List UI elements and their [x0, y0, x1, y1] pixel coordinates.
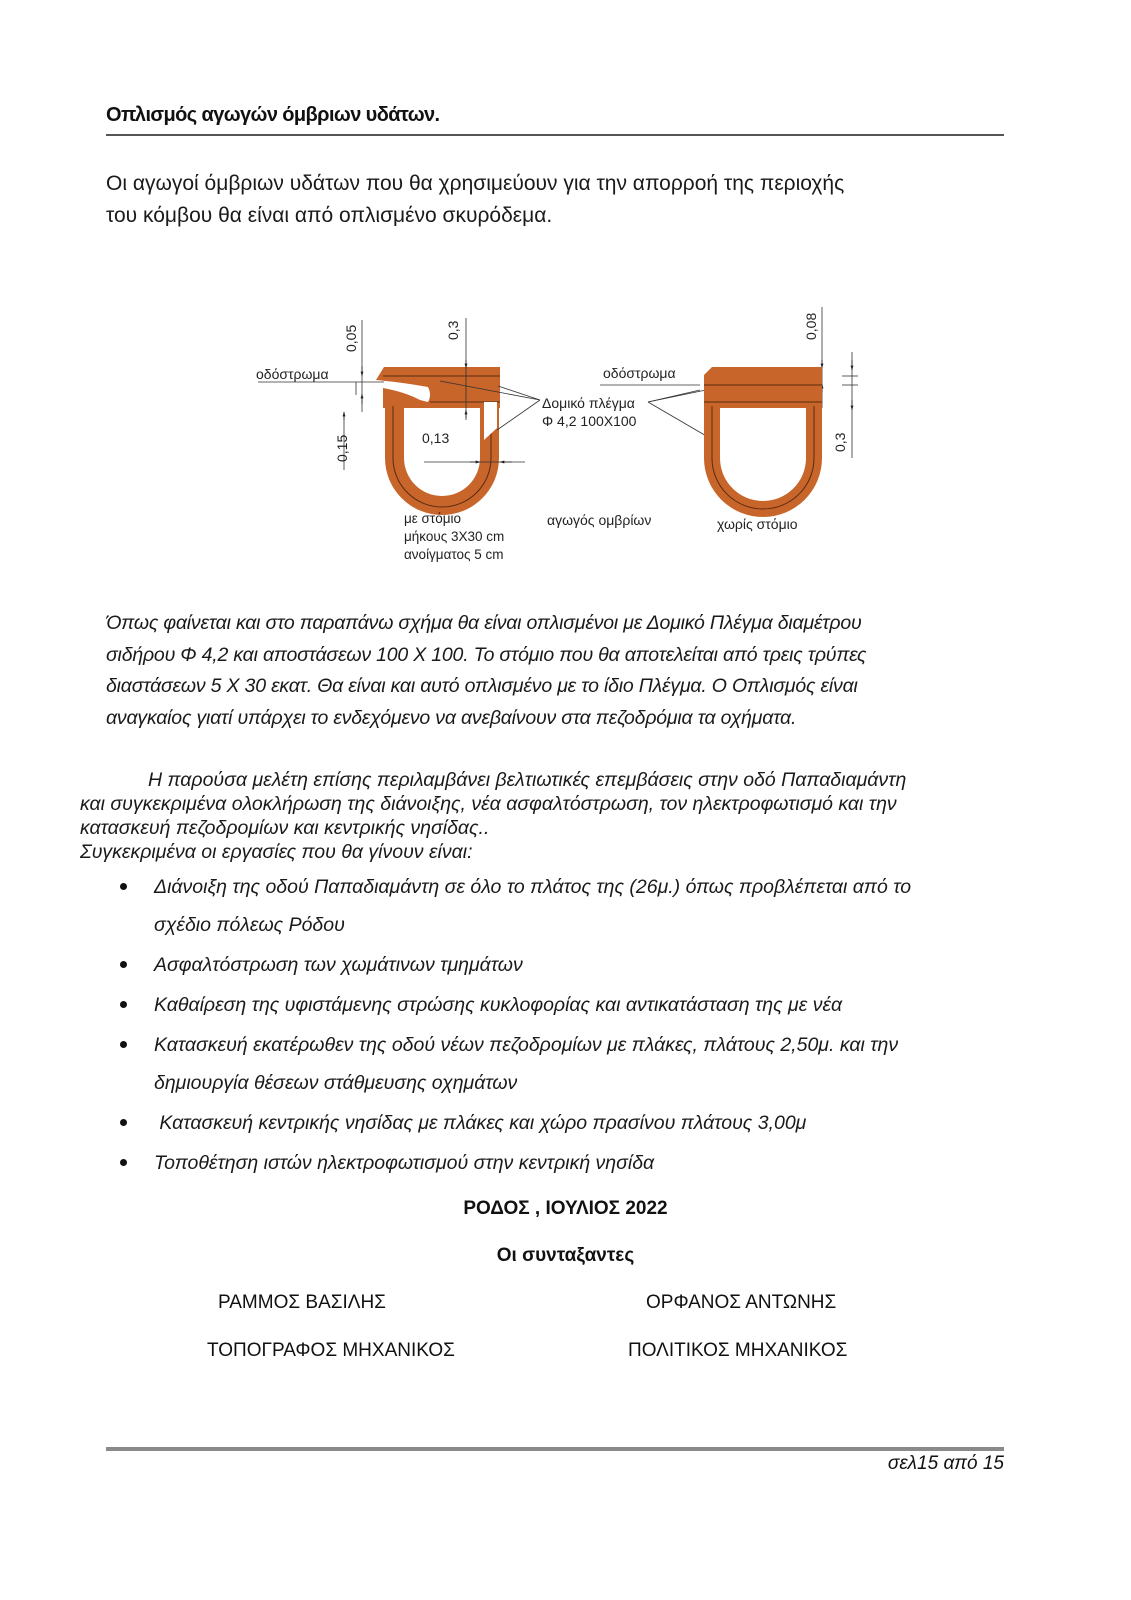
dim-right-side: 0,3 — [832, 432, 848, 452]
signatory-title-1: ΤΟΠΟΓΡΑΦΟΣ ΜΗΧΑΝΙΚΟΣ — [207, 1340, 455, 1361]
bullet-icon — [120, 1159, 127, 1166]
signatory-name-1: ΡΑΜΜΟΣ ΒΑΣΙΛΗΣ — [218, 1292, 386, 1313]
road-label-left: οδόστρωμα — [256, 366, 329, 382]
works-list — [106, 868, 1036, 1184]
place-date: ΡΟΔΟΣ , ΙΟΥΛΙΟΣ 2022 — [463, 1198, 668, 1219]
duct-without-inlet-shape — [704, 367, 822, 517]
duct-label: αγωγός ομβρίων — [547, 512, 652, 528]
dim-inner-width: 0,13 — [422, 430, 450, 446]
works-intro: Συγκεκριμένα οι εργασίες που θα γίνουν είναι: — [80, 841, 473, 863]
inlet-label-1: με στόμιο — [404, 511, 462, 526]
dim-right-top: 0,08 — [803, 312, 819, 340]
scope-line: Η παρούσα μελέτη επίσης περιλαμβάνει βελτιωτικές επεμβάσεις στην οδό Παπαδιαμάντη — [148, 769, 907, 791]
road-label-right: οδόστρωμα — [603, 365, 676, 381]
drainage-duct-diagram — [250, 300, 880, 570]
no-inlet-label: χωρίς στόμιο — [717, 516, 798, 532]
scope-line: κατασκευή πεζοδρομίων και κεντρικής νησίδας.. — [80, 817, 490, 839]
bullet-icon — [120, 1001, 127, 1008]
works-list-item: Τοποθέτηση ιστών ηλεκτροφωτισμού στην κεντρική νησίδα — [106, 1144, 1036, 1182]
mesh-spec-label: Φ 4,2 100Χ100 — [542, 413, 637, 429]
section-heading: Οπλισμός αγωγών όμβριων υδάτων. — [106, 104, 440, 126]
page-number: σελ15 από 15 — [887, 1453, 1004, 1474]
works-list-item: Ασφαλτόστρωση των χωμάτινων τμημάτων — [106, 946, 1036, 984]
works-list-item: Διάνοιξη της οδού Παπαδιαμάντη σε όλο το πλάτος της (26μ.) όπως προβλέπεται από το σχέδιο πόλεως Ρόδου — [106, 868, 1036, 944]
bullet-icon — [120, 1119, 127, 1126]
intro-line: του κόμβου θα είναι από οπλισμένο σκυρόδεμα. — [106, 204, 553, 227]
scope-paragraph — [80, 768, 1030, 864]
description-line: διαστάσεων 5 Χ 30 εκατ. Θα είναι και αυτό οπλισμένο με το ίδιο Πλέγμα. Ο Οπλισμός είναι — [106, 675, 858, 697]
dim-left-side: 0,15 — [334, 434, 350, 462]
works-list-item: Κατασκευή εκατέρωθεν της οδού νέων πεζοδρομίων με πλάκες, πλάτους 2,50μ. και την δημιουργία θέσεων στάθμευσης οχημάτων — [106, 1026, 1036, 1102]
signatory-title-2: ΠΟΛΙΤΙΚΟΣ ΜΗΧΑΝΙΚΟΣ — [628, 1340, 848, 1361]
inlet-label-3: ανοίγματος 5 cm — [404, 547, 504, 562]
bullet-icon — [120, 961, 127, 968]
inlet-label-2: μήκους 3Χ30 cm — [404, 529, 505, 544]
mesh-label: Δομικό πλέγμα — [542, 395, 635, 411]
description-line: αναγκαίος γιατί υπάρχει το ενδεχόμενο να ανεβαίνουν στα πεζοδρόμια τα οχήματα. — [106, 706, 797, 729]
description-line: Όπως φαίνεται και στο παραπάνω σχήμα θα είναι οπλισμένοι με Δομικό Πλέγμα διαμέτρου — [106, 612, 862, 634]
dim-left-top-a: 0,05 — [343, 324, 359, 352]
reinforcement-description — [106, 608, 1016, 734]
description-line: σιδήρου Φ 4,2 και αποστάσεων 100 Χ 100. Το στόμιο που θα αποτελείται από τρεις τρύπες — [106, 643, 867, 666]
works-list-item: Καθαίρεση της υφιστάμενης στρώσης κυκλοφορίας και αντικατάσταση της με νέα — [106, 986, 1036, 1024]
bullet-icon — [120, 1041, 127, 1048]
footer-rule — [106, 1447, 1004, 1451]
intro-paragraph — [106, 168, 1006, 232]
intro-line: Οι αγωγοί όμβριων υδάτων που θα χρησιμεύουν για την απορροή της περιοχής — [106, 172, 845, 195]
scope-line: και συγκεκριμένα ολοκλήρωση της διάνοιξης, νέα ασφαλτόστρωση, τον ηλεκτροφωτισμό και την — [80, 793, 897, 815]
bullet-icon — [120, 883, 127, 890]
works-list-item: Κατασκευή κεντρικής νησίδας με πλάκες και χώρο πρασίνου πλάτους 3,00μ — [106, 1104, 1036, 1142]
heading-underline — [106, 134, 1004, 136]
signatory-name-2: ΟΡΦΑΝΟΣ ΑΝΤΩΝΗΣ — [646, 1292, 837, 1313]
authors-label: Οι συνταξαντες — [496, 1245, 635, 1266]
dim-left-top-b: 0,3 — [445, 320, 461, 340]
